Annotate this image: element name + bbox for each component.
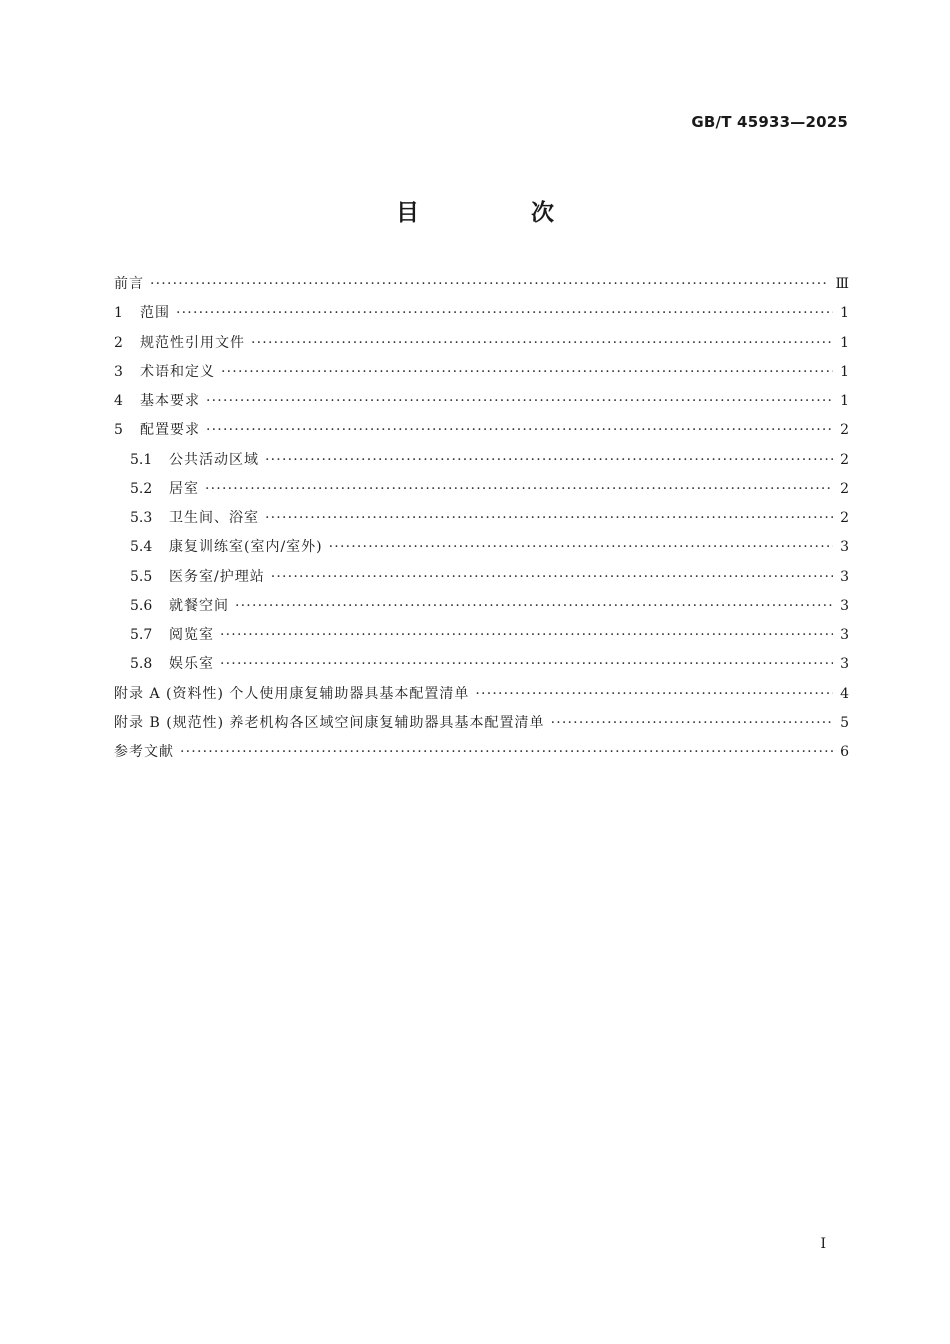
toc-leader <box>180 738 833 767</box>
standard-number: GB/T 45933—2025 <box>691 113 848 131</box>
toc-leader <box>271 563 833 592</box>
toc-label: 阅览室 <box>169 627 214 643</box>
toc-page-number: 5 <box>840 714 849 731</box>
toc-entry-bathroom[interactable] <box>114 504 849 533</box>
toc-leader <box>475 680 833 709</box>
toc-section-number: 5.6 <box>130 597 153 614</box>
toc-section-number: 5 <box>114 422 123 439</box>
toc-entry-dining-space[interactable] <box>114 592 849 621</box>
toc-page-number: 3 <box>840 627 849 643</box>
toc-entry-bibliography[interactable] <box>114 738 849 767</box>
toc-label: 配置要求 <box>140 422 200 439</box>
toc-leader <box>176 299 833 328</box>
toc-page-number: 1 <box>840 393 849 409</box>
page-title: 目 次 <box>395 200 606 226</box>
toc-label: 公共活动区域 <box>169 451 259 468</box>
toc-leader <box>265 446 833 475</box>
toc-label: 规范性引用文件 <box>140 334 245 351</box>
toc-section-number: 5.4 <box>130 539 153 556</box>
toc-section-number: 5.5 <box>130 568 153 585</box>
toc-entry-annex-a[interactable] <box>114 680 849 709</box>
toc-section-number: 2 <box>114 334 123 351</box>
toc-leader <box>251 329 833 358</box>
toc-leader <box>235 592 833 621</box>
toc-section-number: 1 <box>114 305 123 322</box>
toc-entry-normative-references[interactable] <box>114 329 849 358</box>
toc-entry-clinic-nursing-station[interactable] <box>114 563 849 592</box>
toc-page-number: 6 <box>840 744 849 760</box>
toc-leader <box>221 358 833 387</box>
toc-entry-configuration-requirements[interactable] <box>114 416 849 445</box>
toc-leader <box>206 387 833 416</box>
toc-leader <box>206 416 833 445</box>
toc-entry-basic-requirements[interactable] <box>114 387 849 416</box>
toc-label: 就餐空间 <box>169 597 229 614</box>
toc-leader <box>329 533 833 562</box>
toc-entry-bedroom[interactable] <box>114 475 849 504</box>
toc-label: 医务室/护理站 <box>169 568 265 585</box>
toc-entry-foreword[interactable] <box>114 270 849 299</box>
toc-section-number: 5.1 <box>130 451 153 468</box>
toc-label: 范围 <box>140 305 170 322</box>
toc-page-number: Ⅲ <box>835 276 849 292</box>
toc-entry-annex-b[interactable] <box>114 709 849 738</box>
table-of-contents <box>114 270 849 767</box>
toc-entry-rehab-training-room[interactable] <box>114 533 849 562</box>
toc-section-number: 5.2 <box>130 480 153 497</box>
toc-label: 术语和定义 <box>140 363 215 380</box>
toc-label: 附录 A (资料性) 个人使用康复辅助器具基本配置清单 <box>114 685 470 702</box>
toc-leader <box>150 270 829 299</box>
toc-leader <box>551 709 833 738</box>
toc-section-number: 3 <box>114 363 123 380</box>
toc-section-number: 5.3 <box>130 510 153 526</box>
toc-label: 娱乐室 <box>169 656 214 673</box>
toc-page-number: 3 <box>840 656 849 673</box>
toc-page-number: 3 <box>840 539 849 556</box>
toc-page-number: 1 <box>840 363 849 380</box>
toc-label: 前言 <box>114 276 144 292</box>
toc-entry-reading-room[interactable] <box>114 621 849 650</box>
toc-section-number: 4 <box>114 393 123 409</box>
toc-leader <box>205 475 833 504</box>
toc-leader <box>220 621 833 650</box>
toc-entry-recreation-room[interactable] <box>114 650 849 679</box>
toc-page-number: 3 <box>840 597 849 614</box>
toc-page-number: 2 <box>840 451 849 468</box>
toc-label: 参考文献 <box>114 744 174 760</box>
toc-label: 基本要求 <box>140 393 200 409</box>
toc-page-number: 4 <box>840 685 849 702</box>
toc-label: 附录 B (规范性) 养老机构各区域空间康复辅助器具基本配置清单 <box>114 714 545 731</box>
toc-label: 居室 <box>169 480 199 497</box>
toc-label: 卫生间、浴室 <box>169 510 259 526</box>
toc-entry-terms-definitions[interactable] <box>114 358 849 387</box>
toc-leader <box>265 504 833 533</box>
toc-entry-public-activity-area[interactable] <box>114 446 849 475</box>
toc-page-number: 2 <box>840 510 849 526</box>
toc-page-number: 3 <box>840 568 849 585</box>
toc-page-number: 1 <box>840 334 849 351</box>
toc-page-number: 2 <box>840 480 849 497</box>
toc-leader <box>220 650 833 679</box>
toc-page-number: 2 <box>840 422 849 439</box>
toc-page-number: 1 <box>840 305 849 322</box>
toc-section-number: 5.7 <box>130 627 153 643</box>
footer-page-number: I <box>820 1236 826 1252</box>
toc-label: 康复训练室(室内/室外) <box>169 539 323 556</box>
toc-entry-scope[interactable] <box>114 299 849 328</box>
toc-section-number: 5.8 <box>130 656 153 673</box>
